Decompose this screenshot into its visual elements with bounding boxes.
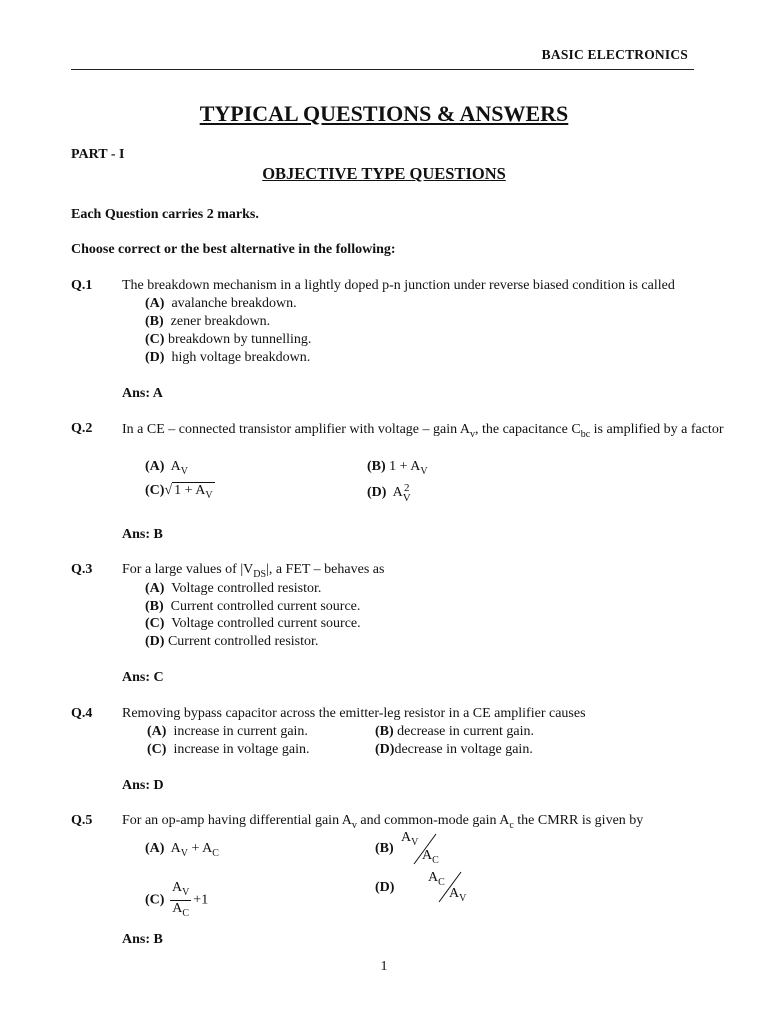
option-d: (D) high voltage breakdown. [145,350,311,365]
option-d: (D)decrease in voltage gain. [375,742,533,757]
answer: Ans: D [122,778,164,793]
page-title: TYPICAL QUESTIONS & ANSWERS [199,101,569,126]
option-b: (B) decrease in current gain. [375,724,534,739]
option-a: (A) $A_V$ [145,459,189,477]
choose-instruction: Choose correct or the best alternative in the following: [71,242,396,257]
option-c: (C) increase in voltage gain. [147,742,310,757]
option-b: (B) zener breakdown. [145,314,271,329]
question-text: For an op-amp having differential gain $A_v$ and common-mode gain $A_c$ the CMRR is given by [122,813,644,831]
slash-fraction: $A_V$ $A_C$ [401,830,439,866]
option-a: (A) avalanche breakdown. [145,296,297,311]
answer: Ans: C [122,670,164,685]
option-b: (B) $1 + A_V$ [367,459,428,477]
question-number: Q.5 [71,813,93,828]
question-number: Q.2 [71,421,93,436]
question-text: The breakdown mechanism in a lightly doped p-n junction under reverse biased condition is called [122,278,675,293]
option-a: (A) increase in current gain. [147,724,308,739]
question-text: Removing bypass capacitor across the emitter-leg resistor in a CE amplifier causes [122,706,586,721]
option-c: (C) Voltage controlled current source. [145,616,361,631]
option-c: (C) $\frac{A_V}{A_C}$ +1 [145,880,209,919]
option-d: (D) A 2 V [367,482,411,504]
section-subtitle: OBJECTIVE TYPE QUESTIONS [262,164,506,183]
option-c: (C)√ $1 + A_V$ [145,483,213,501]
sqrt-expression: √ $1 + A_V$ [164,483,213,501]
question-text: In a CE – connected transistor amplifier with voltage – gain $A_v$, the capacitance $C_{bc}$ is amplified by a factor [122,422,724,440]
answer: Ans: B [122,932,163,947]
answer: Ans: A [122,386,163,401]
option-c: (C) breakdown by tunnelling. [145,332,312,347]
header-rule [71,69,694,70]
option-b: (B) [375,841,394,856]
slash-fraction: $A_C$ $A_V$ [428,870,467,904]
running-header: BASIC ELECTRONICS [541,47,688,62]
option-a: (A) $A_V + A_C$ [145,841,219,859]
part-label: PART - I [71,147,125,162]
page-number: 1 [380,959,388,974]
answer: Ans: B [122,527,163,542]
question-number: Q.1 [71,278,93,293]
fraction: $\frac{A_V}{A_C}$ [171,880,190,919]
question-number: Q.4 [71,706,93,721]
option-d: (D) Current controlled resistor. [145,634,319,649]
question-number: Q.3 [71,562,93,577]
question-text: For a large values of $|V_{DS}|$, a FET – behaves as [122,562,385,580]
option-b: (B) Current controlled current source. [145,599,361,614]
option-a: (A) Voltage controlled resistor. [145,581,322,596]
marks-instruction: Each Question carries 2 marks. [71,207,259,222]
option-d: (D) [375,880,395,895]
